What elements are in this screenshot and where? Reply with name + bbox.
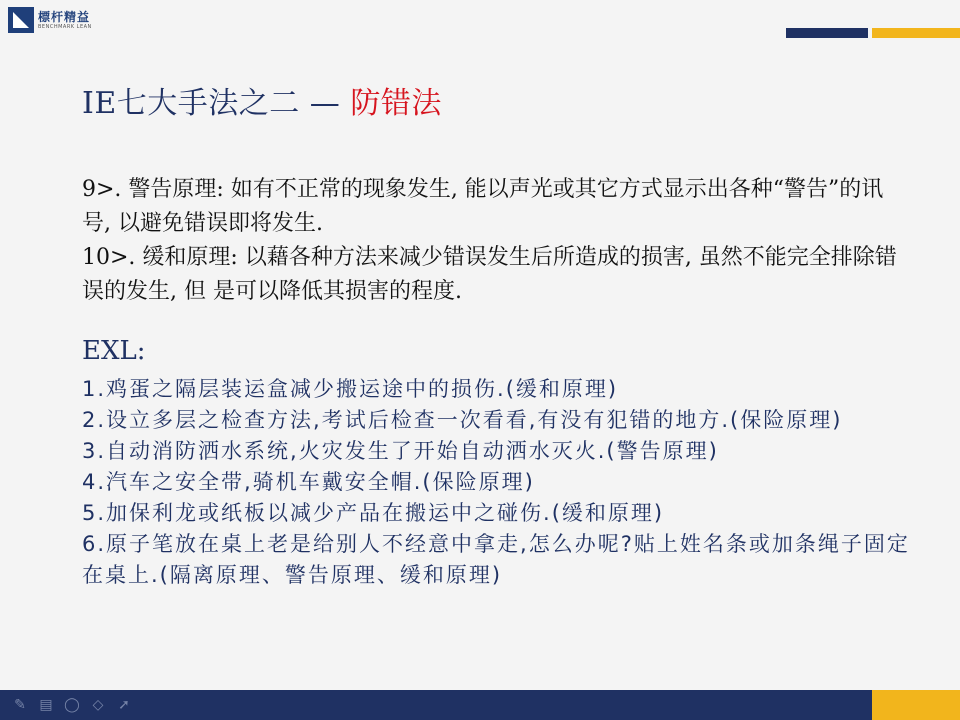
bottom-bar-gold <box>872 690 960 720</box>
example-item: 1.鸡蛋之隔层装运盒减少搬运途中的损伤.(缓和原理) <box>82 377 619 401</box>
example-item: 5.加保利龙或纸板以减少产品在搬运中之碰伤.(缓和原理) <box>82 501 665 525</box>
logo-name-en: BENCHMARK LEAN <box>38 23 92 30</box>
principle-mitigation: 10>. 缓和原理: 以藉各种方法来减少错误发生后所造成的损害, 虽然不能完全排除错误的发生, 但 是可以降低其损害的程度. <box>82 245 897 304</box>
logo-text <box>38 11 92 30</box>
top-accent-bar-navy <box>786 28 868 38</box>
slides-icon[interactable]: ▤ <box>39 697 53 713</box>
principles-text <box>82 173 902 309</box>
slide-title <box>82 78 442 122</box>
presentation-toolbar <box>12 692 132 718</box>
logo-mark-icon <box>8 7 34 33</box>
examples-list <box>82 374 912 591</box>
slide-title-main: IE七大手法之二 — <box>82 86 351 121</box>
example-item: 3.自动消防洒水系统,火灾发生了开始自动洒水灭火.(警告原理) <box>82 439 719 463</box>
example-item: 4.汽车之安全带,骑机车戴安全帽.(保险原理) <box>82 470 535 494</box>
top-accent-bar-gold <box>872 28 960 38</box>
examples-label: EXL: <box>82 336 146 366</box>
slide-title-accent: 防错法 <box>350 86 442 121</box>
logo-name-cn: 標杆精益 <box>38 9 91 24</box>
company-logo <box>8 6 92 34</box>
principle-warning: 9>. 警告原理: 如有不正常的现象发生, 能以声光或其它方式显示出各种“警告”的讯号, 以避免错误即将发生. <box>82 177 884 236</box>
example-item: 2.设立多层之检查方法,考试后检查一次看看,有没有犯错的地方.(保险原理) <box>82 408 843 432</box>
tag-icon[interactable]: ◇ <box>92 697 104 713</box>
comment-icon[interactable]: ◯ <box>64 697 80 713</box>
example-item: 6.原子笔放在桌上老是给别人不经意中拿走,怎么办呢?贴上姓名条或加条绳子固定在桌上.(隔离原理、警告原理、缓和原理) <box>82 532 910 587</box>
pointer-icon[interactable]: ➚ <box>118 697 130 713</box>
pen-icon[interactable]: ✎ <box>14 697 26 713</box>
